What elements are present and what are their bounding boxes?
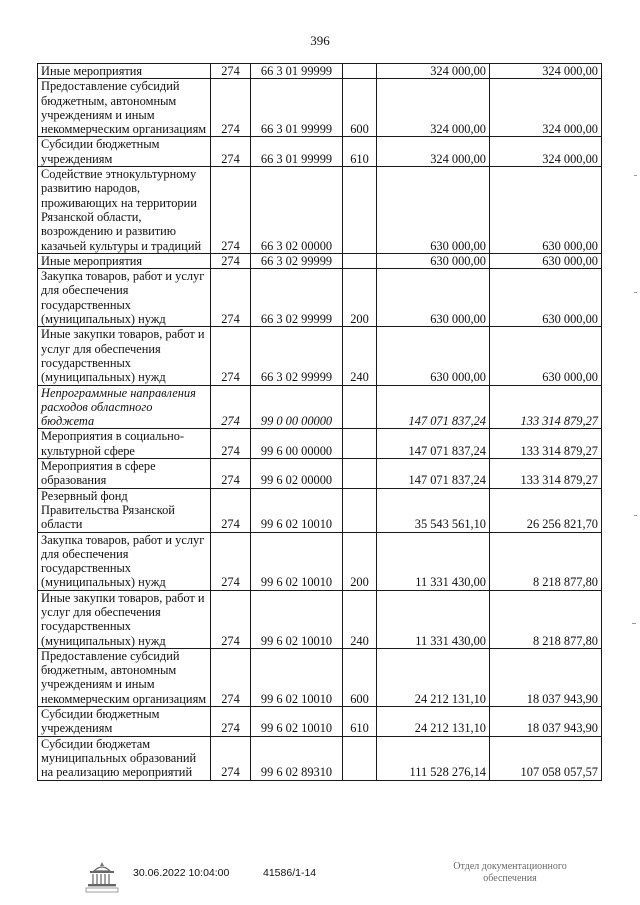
cell-ministry-code: 274 <box>211 269 251 327</box>
cell-name: Предоставление субсидий бюджетным, автономным учреждениям и иным некоммерческим организациям <box>38 648 211 706</box>
cell-sum-year-2: 133 314 879,27 <box>490 429 602 459</box>
margin-mark <box>634 175 637 176</box>
cell-expense-kind: 600 <box>343 648 377 706</box>
parliament-building-logo-icon <box>84 860 120 894</box>
cell-sum-year-1: 24 212 131,10 <box>377 648 490 706</box>
cell-sum-year-1: 111 528 276,14 <box>377 736 490 780</box>
cell-ministry-code: 274 <box>211 590 251 648</box>
cell-target-article: 99 6 00 00000 <box>251 429 343 459</box>
cell-ministry-code: 274 <box>211 167 251 254</box>
cell-sum-year-2: 8 218 877,80 <box>490 532 602 590</box>
cell-sum-year-2: 630 000,00 <box>490 269 602 327</box>
cell-target-article: 99 6 02 10010 <box>251 590 343 648</box>
cell-target-article: 99 0 00 00000 <box>251 385 343 429</box>
cell-sum-year-2: 324 000,00 <box>490 137 602 167</box>
footer-datetime: 30.06.2022 10:04:00 <box>133 867 230 879</box>
table-row <box>38 707 602 737</box>
cell-sum-year-1: 630 000,00 <box>377 253 490 268</box>
cell-name: Субсидии бюджетам муниципальных образований на реализацию мероприятий <box>38 736 211 780</box>
cell-sum-year-1: 324 000,00 <box>377 79 490 137</box>
cell-sum-year-1: 324 000,00 <box>377 64 490 79</box>
table-row <box>38 269 602 327</box>
cell-name: Содействие этнокультурному развитию народов, проживающих на территории Рязанской области, возрождению и развитию казачьей культуры и традиций <box>38 167 211 254</box>
cell-expense-kind: 240 <box>343 327 377 385</box>
cell-sum-year-2: 107 058 057,57 <box>490 736 602 780</box>
cell-target-article: 66 3 01 99999 <box>251 79 343 137</box>
cell-sum-year-1: 11 331 430,00 <box>377 532 490 590</box>
table-row <box>38 64 602 79</box>
cell-name: Иные мероприятия <box>38 253 211 268</box>
cell-expense-kind <box>343 385 377 429</box>
cell-target-article: 99 6 02 10010 <box>251 532 343 590</box>
table-row <box>38 79 602 137</box>
cell-expense-kind <box>343 64 377 79</box>
cell-name: Непрограммные направления расходов областного бюджета <box>38 385 211 429</box>
cell-expense-kind <box>343 736 377 780</box>
cell-expense-kind <box>343 167 377 254</box>
cell-target-article: 99 6 02 10010 <box>251 707 343 737</box>
cell-sum-year-2: 324 000,00 <box>490 64 602 79</box>
cell-sum-year-1: 24 212 131,10 <box>377 707 490 737</box>
table-row <box>38 167 602 254</box>
table-row <box>38 590 602 648</box>
margin-mark <box>632 623 636 624</box>
cell-target-article: 99 6 02 10010 <box>251 648 343 706</box>
cell-name: Предоставление субсидий бюджетным, автономным учреждениям и иным некоммерческим организациям <box>38 79 211 137</box>
cell-name: Субсидии бюджетным учреждениям <box>38 137 211 167</box>
cell-ministry-code: 274 <box>211 648 251 706</box>
cell-ministry-code: 274 <box>211 137 251 167</box>
cell-expense-kind <box>343 253 377 268</box>
cell-sum-year-2: 133 314 879,27 <box>490 385 602 429</box>
page-number: 396 <box>310 33 330 48</box>
cell-name: Закупка товаров, работ и услуг для обеспечения государственных (муниципальных) нужд <box>38 532 211 590</box>
cell-expense-kind: 200 <box>343 532 377 590</box>
footer-department-line-2: обеспечения <box>483 873 537 884</box>
cell-sum-year-2: 630 000,00 <box>490 167 602 254</box>
cell-sum-year-1: 630 000,00 <box>377 167 490 254</box>
budget-table <box>37 63 602 781</box>
cell-expense-kind: 610 <box>343 707 377 737</box>
cell-sum-year-1: 35 543 561,10 <box>377 488 490 532</box>
margin-mark <box>634 515 637 516</box>
cell-sum-year-1: 11 331 430,00 <box>377 590 490 648</box>
cell-sum-year-1: 147 071 837,24 <box>377 459 490 489</box>
cell-ministry-code: 274 <box>211 736 251 780</box>
table-row <box>38 648 602 706</box>
cell-expense-kind: 200 <box>343 269 377 327</box>
cell-target-article: 99 6 02 10010 <box>251 488 343 532</box>
cell-target-article: 99 6 02 00000 <box>251 459 343 489</box>
cell-sum-year-2: 18 037 943,90 <box>490 648 602 706</box>
cell-expense-kind: 610 <box>343 137 377 167</box>
table-row <box>38 429 602 459</box>
cell-ministry-code: 274 <box>211 488 251 532</box>
cell-name: Резервный фонд Правительства Рязанской области <box>38 488 211 532</box>
cell-sum-year-1: 630 000,00 <box>377 269 490 327</box>
cell-ministry-code: 274 <box>211 532 251 590</box>
cell-ministry-code: 274 <box>211 707 251 737</box>
cell-ministry-code: 274 <box>211 64 251 79</box>
cell-ministry-code: 274 <box>211 385 251 429</box>
cell-name: Иные закупки товаров, работ и услуг для обеспечения государственных (муниципальных) нужд <box>38 327 211 385</box>
cell-ministry-code: 274 <box>211 79 251 137</box>
cell-target-article: 66 3 02 00000 <box>251 167 343 254</box>
table-row <box>38 327 602 385</box>
cell-sum-year-2: 26 256 821,70 <box>490 488 602 532</box>
table-row <box>38 385 602 429</box>
cell-sum-year-2: 133 314 879,27 <box>490 459 602 489</box>
footer-department-stamp <box>430 861 590 885</box>
cell-sum-year-2: 18 037 943,90 <box>490 707 602 737</box>
cell-expense-kind <box>343 488 377 532</box>
cell-sum-year-1: 630 000,00 <box>377 327 490 385</box>
footer-department-line-1: Отдел документационного <box>453 861 567 872</box>
margin-mark <box>634 292 637 293</box>
table-row <box>38 253 602 268</box>
table-row <box>38 459 602 489</box>
cell-sum-year-1: 147 071 837,24 <box>377 429 490 459</box>
cell-name: Мероприятия в сфере образования <box>38 459 211 489</box>
table-row <box>38 736 602 780</box>
cell-expense-kind <box>343 459 377 489</box>
cell-sum-year-2: 8 218 877,80 <box>490 590 602 648</box>
cell-sum-year-2: 324 000,00 <box>490 79 602 137</box>
cell-target-article: 66 3 01 99999 <box>251 137 343 167</box>
cell-target-article: 66 3 01 99999 <box>251 64 343 79</box>
cell-name: Закупка товаров, работ и услуг для обеспечения государственных (муниципальных) нужд <box>38 269 211 327</box>
cell-sum-year-2: 630 000,00 <box>490 253 602 268</box>
cell-expense-kind: 600 <box>343 79 377 137</box>
cell-target-article: 99 6 02 89310 <box>251 736 343 780</box>
cell-name: Мероприятия в социально-культурной сфере <box>38 429 211 459</box>
cell-name: Иные закупки товаров, работ и услуг для обеспечения государственных (муниципальных) нужд <box>38 590 211 648</box>
cell-name: Субсидии бюджетным учреждениям <box>38 707 211 737</box>
cell-sum-year-1: 147 071 837,24 <box>377 385 490 429</box>
cell-expense-kind: 240 <box>343 590 377 648</box>
table-row <box>38 137 602 167</box>
cell-target-article: 66 3 02 99999 <box>251 253 343 268</box>
footer-document-number: 41586/1-14 <box>263 867 317 879</box>
cell-ministry-code: 274 <box>211 253 251 268</box>
page-footer <box>0 860 640 900</box>
cell-ministry-code: 274 <box>211 459 251 489</box>
cell-ministry-code: 274 <box>211 429 251 459</box>
cell-name: Иные мероприятия <box>38 64 211 79</box>
cell-sum-year-1: 324 000,00 <box>377 137 490 167</box>
cell-expense-kind <box>343 429 377 459</box>
cell-ministry-code: 274 <box>211 327 251 385</box>
table-row <box>38 532 602 590</box>
budget-table-body <box>38 64 602 781</box>
table-row <box>38 488 602 532</box>
cell-sum-year-2: 630 000,00 <box>490 327 602 385</box>
cell-target-article: 66 3 02 99999 <box>251 269 343 327</box>
cell-target-article: 66 3 02 99999 <box>251 327 343 385</box>
